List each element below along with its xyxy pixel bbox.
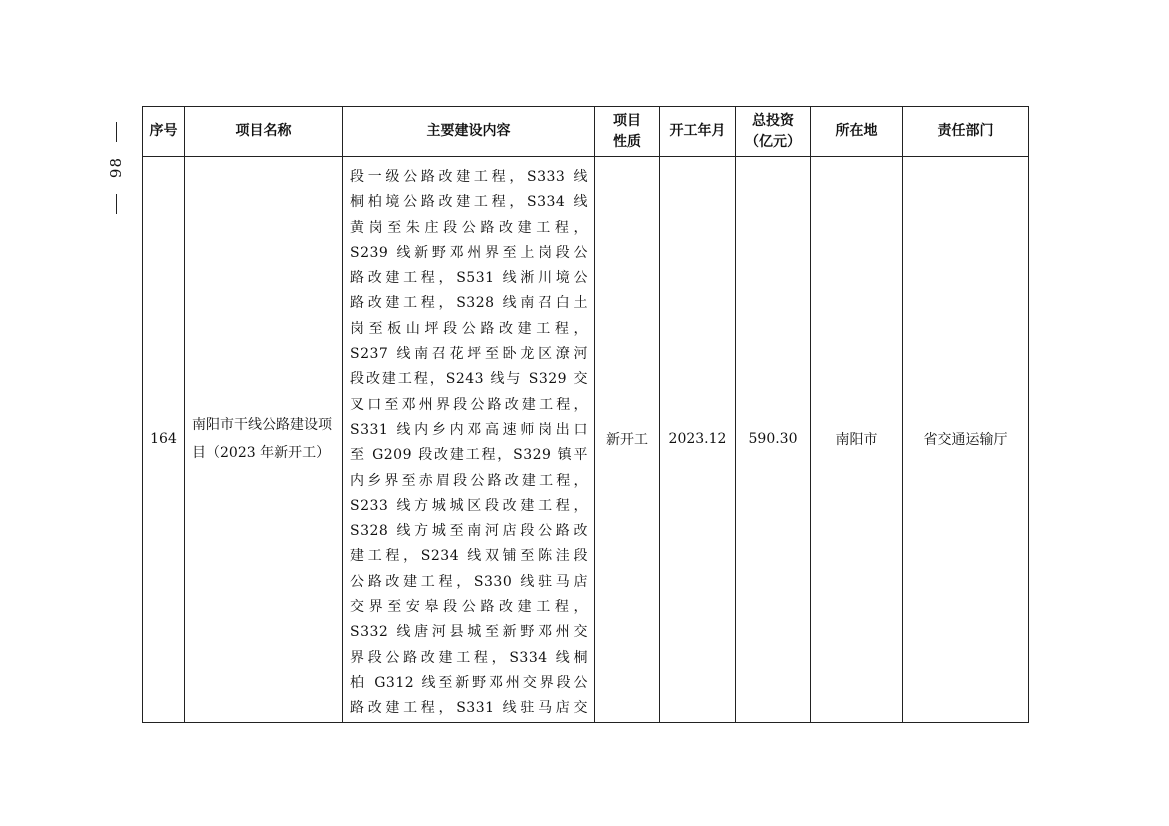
- content-line: S331 线内乡内邓高速师岗出口: [350, 421, 588, 438]
- content-line: 至 G209 段改建工程，S329 镇平: [350, 447, 588, 464]
- header-investment-text: 总投资 （亿元）: [745, 112, 801, 150]
- header-start: 开工年月: [660, 107, 736, 157]
- content-line: 公路改建工程，S330 线驻马店: [350, 573, 588, 590]
- table-header-row: [143, 107, 1029, 157]
- content-line: 路改建工程，S331 线驻马店交: [350, 700, 588, 717]
- page-number-dash-bottom: [116, 194, 117, 214]
- content-line: 柏 G312 线至新野邓州交界段公: [350, 674, 588, 691]
- cell-content: [343, 157, 595, 723]
- content-line: 界段公路改建工程，S334 线桐: [350, 649, 588, 666]
- content-line: 交界至安皋段公路改建工程，: [350, 599, 588, 616]
- content-lines: [350, 165, 588, 722]
- header-location: 所在地: [811, 107, 903, 157]
- cell-start: 2023.12: [660, 157, 736, 723]
- content-line: 黄岗至朱庄段公路改建工程，: [350, 219, 588, 236]
- page-number-dash-top: [116, 122, 117, 142]
- cell-nature: 新开工: [595, 157, 660, 723]
- content-line: S328 线方城至南河店段公路改: [350, 523, 588, 540]
- content-line: S233 线方城城区段改建工程，: [350, 497, 588, 514]
- header-nature-text: 项目 性质: [613, 112, 641, 150]
- cell-seq: 164: [143, 157, 185, 723]
- content-line: 建工程，S234 线双铺至陈洼段: [350, 548, 588, 565]
- content-line: 桐柏境公路改建工程，S334 线: [350, 194, 588, 211]
- content-line: S239 线新野邓州界至上岗段公: [350, 244, 588, 261]
- content-line: S237 线南召花坪至卧龙区潦河: [350, 346, 588, 363]
- content-line: 岗至板山坪段公路改建工程，: [350, 320, 588, 337]
- header-name: 项目名称: [185, 107, 343, 157]
- project-table: [142, 106, 1029, 723]
- content-line: 路改建工程，S531 线淅川境公: [350, 270, 588, 287]
- cell-department: 省交通运输厅: [903, 157, 1029, 723]
- page-number-text: 98: [106, 157, 125, 179]
- table-row: [143, 157, 1029, 723]
- cell-investment: 590.30: [736, 157, 811, 723]
- header-seq: 序号: [143, 107, 185, 157]
- content-line: 段改建工程，S243 线与 S329 交: [350, 371, 588, 388]
- cell-location: 南阳市: [811, 157, 903, 723]
- content-line: 叉口至邓州界段公路改建工程，: [350, 396, 588, 413]
- content-line: 路改建工程，S328 线南召白土: [350, 295, 588, 312]
- cell-name: 南阳市干线公路建设项目（2023 年新开工）: [185, 157, 343, 723]
- header-investment: [736, 107, 811, 157]
- header-nature: [595, 107, 660, 157]
- content-line: 段一级公路改建工程，S333 线: [350, 169, 588, 185]
- header-content: 主要建设内容: [343, 107, 595, 157]
- content-line: 内乡界至赤眉段公路改建工程，: [350, 472, 588, 489]
- content-line: S332 线唐河县城至新野邓州交: [350, 624, 588, 641]
- page-number: [104, 122, 128, 214]
- header-department: 责任部门: [903, 107, 1029, 157]
